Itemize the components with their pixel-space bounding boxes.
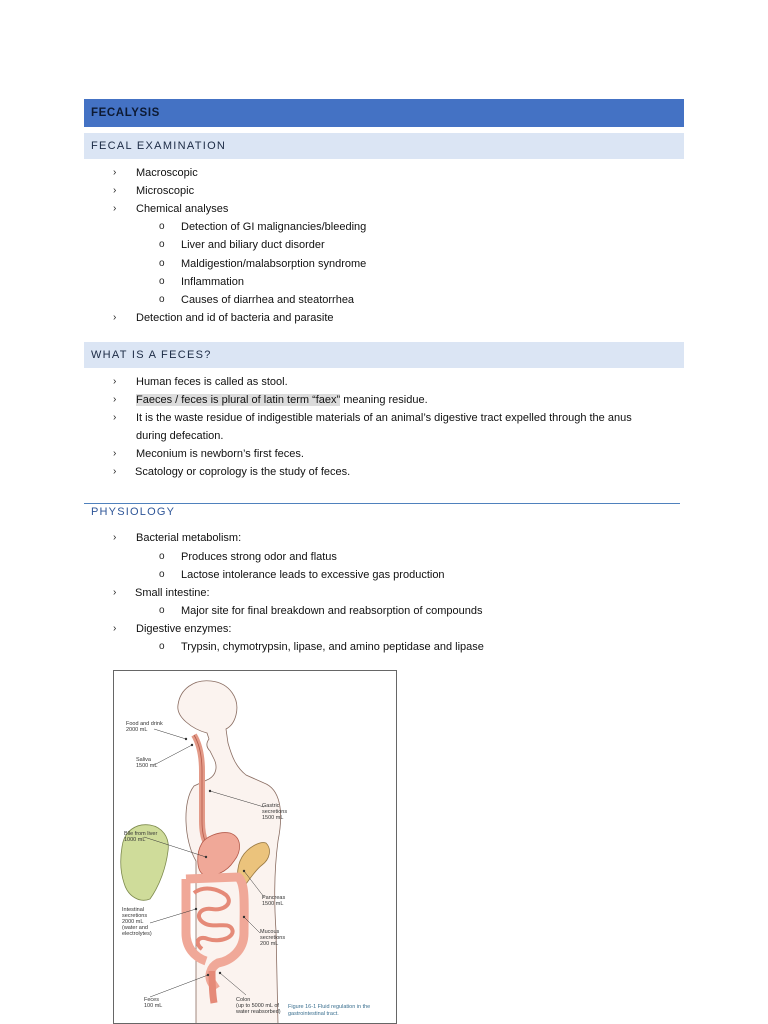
list-item <box>136 393 428 407</box>
figure-label-mucous: Mucous secretions 200 mL <box>260 929 286 947</box>
sub-list-item: Maldigestion/malabsorption syndrome <box>181 258 367 270</box>
sub-bullet-marker: o <box>159 641 165 652</box>
figure-label-saliva: Saliva 1500 mL <box>136 757 158 769</box>
list-item: Small intestine: <box>135 587 210 599</box>
list-item: Detection and id of bacteria and parasite <box>136 312 334 324</box>
sub-list-item: Trypsin, chymotrypsin, lipase, and amino peptidase and lipase <box>181 641 484 653</box>
document-title: FECALYSIS <box>84 99 684 127</box>
sub-list-item: Major site for final breakdown and reabsorption of compounds <box>181 605 483 617</box>
list-item: Macroscopic <box>136 167 198 179</box>
figure-label-pancreas: Pancreas 1500 mL <box>262 895 286 907</box>
highlighted-text: Faeces / feces is plural of latin term “faex” <box>136 394 341 406</box>
list-item: It is the waste residue of indigestible materials of an animal’s digestive tract expelled through the anus <box>136 412 632 424</box>
sub-bullet-marker: o <box>159 569 165 580</box>
sub-list-item: Produces strong odor and flatus <box>181 551 337 563</box>
section-heading-what-is-feces: WHAT IS A FECES? <box>84 342 684 368</box>
bullet-marker: › <box>113 203 117 214</box>
sub-list-item: Liver and biliary duct disorder <box>181 239 325 251</box>
rectum-shape <box>212 971 214 1003</box>
list-item: Chemical analyses <box>136 203 229 215</box>
bullet-marker: › <box>113 466 117 477</box>
bullet-marker: › <box>113 312 117 323</box>
sub-bullet-marker: o <box>159 605 165 616</box>
sub-list-item: Causes of diarrhea and steatorrhea <box>181 294 355 306</box>
sub-list-item: Detection of GI malignancies/bleeding <box>181 221 367 233</box>
list-item: Digestive enzymes: <box>136 623 232 635</box>
figure-label-food: Food and drink 2000 mL <box>126 721 163 733</box>
sub-bullet-marker: o <box>159 294 165 305</box>
list-item: Human feces is called as stool. <box>136 376 288 388</box>
sub-bullet-marker: o <box>159 276 165 287</box>
figure-label-bile: Bile from liver 1000 mL <box>124 831 158 843</box>
figure-label-colon: Colon (up to 5000 mL of water reabsorbed) <box>236 997 281 1015</box>
sub-list-item: Inflammation <box>181 276 244 288</box>
bullet-marker: › <box>113 394 117 405</box>
bullet-marker: › <box>113 167 117 178</box>
list-item: Scatology or coprology is the study of feces. <box>135 466 351 478</box>
sub-bullet-marker: o <box>159 258 165 269</box>
section-heading-physiology: PHYSIOLOGY <box>91 506 176 518</box>
figure-label-feces: Feces 100 mL <box>144 997 163 1009</box>
bullet-marker: › <box>113 587 117 598</box>
list-item-text: meaning residue. <box>340 394 428 406</box>
section-heading-fecal-examination: FECAL EXAMINATION <box>84 133 684 159</box>
sub-bullet-marker: o <box>159 239 165 250</box>
figure-label-intestinal: Intestinal secretions 2000 mL (water and electrolytes) <box>122 907 152 937</box>
bullet-marker: › <box>113 532 117 543</box>
bullet-marker: › <box>113 412 117 423</box>
figure-caption: Figure 16-1 Fluid regulation in the gastrointestinal tract. <box>288 1004 371 1017</box>
list-item: Microscopic <box>136 185 195 197</box>
sub-list-item: Lactose intolerance leads to excessive gas production <box>181 569 445 581</box>
bullet-marker: › <box>113 185 117 196</box>
section-divider <box>84 503 680 504</box>
list-item-continuation: during defecation. <box>136 430 224 442</box>
list-item: Meconium is newborn’s first feces. <box>136 448 304 460</box>
bullet-marker: › <box>113 623 117 634</box>
list-item: Bacterial metabolism: <box>136 532 242 544</box>
digestive-tract-figure <box>113 670 397 1024</box>
bullet-marker: › <box>113 376 117 387</box>
sub-bullet-marker: o <box>159 551 165 562</box>
bullet-marker: › <box>113 448 117 459</box>
sub-bullet-marker: o <box>159 221 165 232</box>
figure-label-gastric: Gastric secretions 1500 mL <box>262 803 288 821</box>
